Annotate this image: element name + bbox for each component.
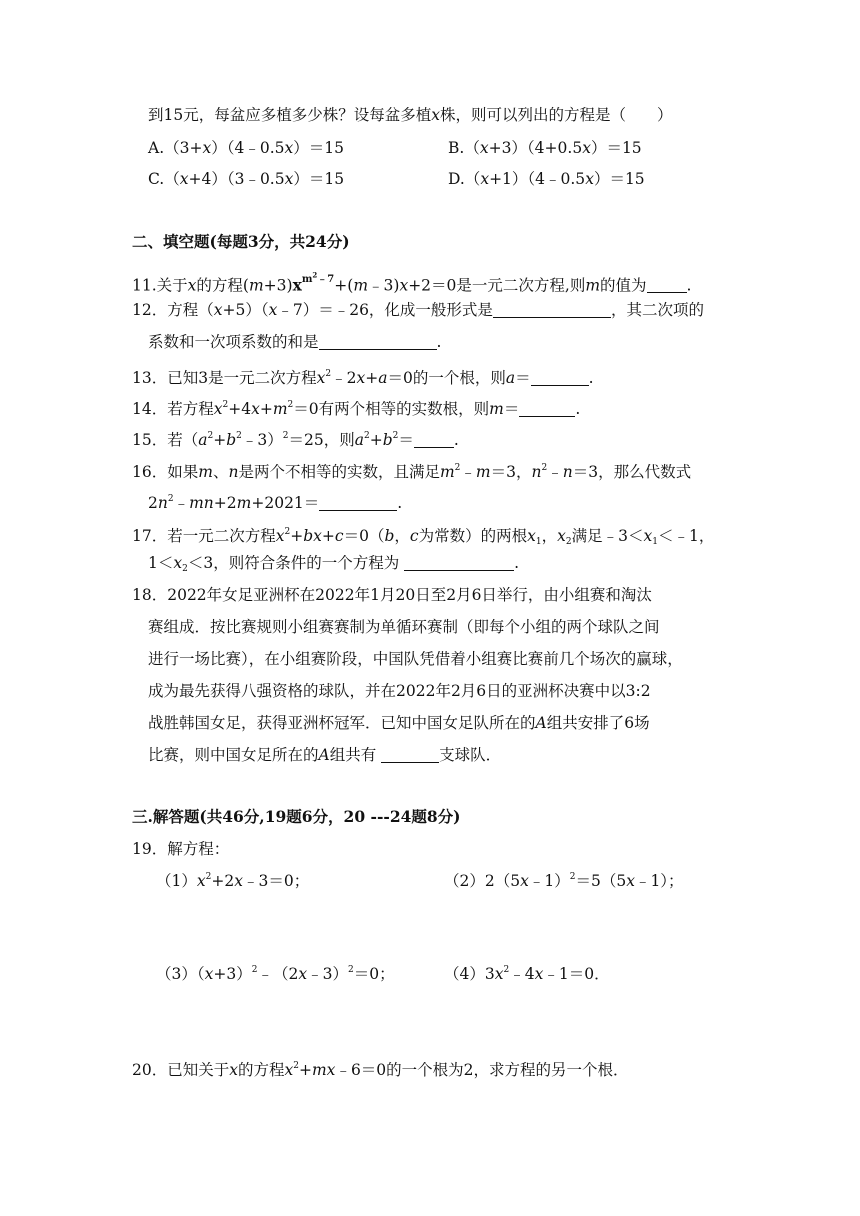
- q19-part-2: （2）2（5x﹣1）$^2$＝5（5x﹣1）；: [444, 872, 684, 890]
- q18-line5: 战胜韩国女足，获得亚洲杯冠军．已知中国女足队所在的A组共安排了6场: [148, 714, 650, 732]
- q18-line6: 比赛，则中国女足所在的A组共有 支球队．: [148, 746, 502, 764]
- q16-line1: 16．如果m、n是两个不相等的实数，且满足$m^2﹣m=3$，$n^2﹣n=3$，那么代数式: [132, 463, 692, 481]
- q18-line4: 成为最先获得八强资格的球队，并在2022年2月6日的亚洲杯决赛中以3:2: [148, 682, 651, 700]
- q12-line1: 12．方程（x+5）（x﹣7）＝﹣26，化成一般形式是 ，其二次项的: [132, 301, 704, 319]
- q13: 13．已知3是一元二次方程$x^2﹣2x+a=0$的一个根，则a＝ .: [132, 369, 594, 387]
- q14: 14．若方程$x^2+4x+m^2=0$有两个相等的实数根，则m＝ .: [132, 400, 581, 418]
- q17-line1: 17．若一元二次方程$x^2+bx+c=0(b$，c为常数）的两根$x_1$，$x_2$满足$﹣3<x_1<﹣1$，: [132, 527, 715, 547]
- q17-line2: $1<x_2<3$，则符合条件的一个方程为 .: [148, 554, 520, 574]
- q10-option-b: B.（x+3）（4+0.5x）＝15: [448, 139, 642, 157]
- section-2-title: 二、填空题(每题3分，共24分): [132, 232, 350, 251]
- q10-stem-text: 到15元，每盆应多植多少株？设每盆多植x株，则可以列出的方程是（ ）: [148, 106, 673, 124]
- q19-part-4: $(4)3x^2﹣4x﹣1=0$．: [444, 965, 610, 983]
- q11: 11.关于x的方程$(m+3)x^{m^2﹣7}+(m﹣3)x+2=0$是一元二次方程,则m的值为 .: [132, 271, 692, 295]
- q19-part-1: $(1)x^2+2x﹣3=0$；: [156, 872, 310, 890]
- q10-option-a: A.（3+x）（4﹣0.5x）＝15: [148, 139, 344, 157]
- q19-part-3: $(3)(x+3)^2﹣(2x﹣3)^2=0$；: [156, 965, 395, 983]
- q10-option-d: D.（x+1）（4﹣0.5x）＝15: [448, 170, 645, 188]
- q16-line2: $2n^2﹣mn+2m+2021=$ .: [148, 494, 403, 512]
- q12-line2: 系数和一次项系数的和是 .: [148, 333, 442, 351]
- q19-head: 19．解方程：: [132, 840, 230, 858]
- q15: 15．若$(a^2+b^2﹣3)^2=25$，则$a^2+b^2=$ .: [132, 431, 459, 449]
- q10-stem: [148, 104, 673, 126]
- q10-option-c: C.（x+4）（3﹣0.5x）＝15: [148, 170, 345, 188]
- section-3-title: 三.解答题(共46分,19题6分，20 ---24题8分): [132, 807, 461, 826]
- q20: 20．已知关于x的方程$x^2+mx﹣6=0$的一个根为2，求方程的另一个根．: [132, 1061, 629, 1079]
- q18-line1: 18．2022年女足亚洲杯在2022年1月20日至2月6日举行，由小组赛和淘汰: [132, 586, 652, 604]
- q18-line3: 进行一场比赛），在小组赛阶段，中国队凭借着小组赛比赛前几个场次的赢球，: [148, 650, 683, 668]
- q18-line2: 赛组成．按比赛规则小组赛赛制为单循环赛制（即每个小组的两个球队之间: [148, 618, 660, 636]
